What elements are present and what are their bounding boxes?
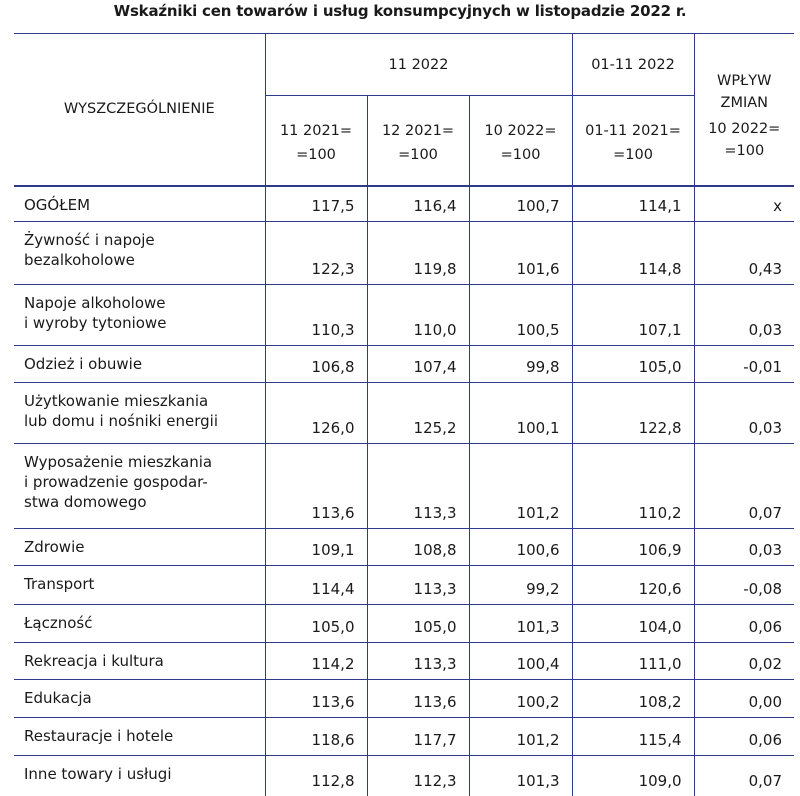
value-12-2021: 113,3 [367, 444, 469, 529]
wplyw-zmian-base: 10 2022= =100 [708, 121, 781, 159]
page-title: Wskaźniki cen towarów i usług konsumpcyjnych w listopadzie 2022 r. [113, 2, 687, 20]
value-12-2021: 113,6 [367, 680, 469, 718]
value-12-2021: 119,8 [367, 222, 469, 285]
value-wplyw-zmian: -0,08 [694, 566, 794, 605]
row-label: Odzież i obuwie [14, 346, 265, 383]
value-01-11-2021: 122,8 [572, 383, 694, 444]
value-11-2021: 126,0 [265, 383, 367, 444]
value-wplyw-zmian: 0,02 [694, 643, 794, 680]
row-label: Restauracje i hotele [14, 718, 265, 756]
value-01-11-2021: 120,6 [572, 566, 694, 605]
value-01-11-2021: 114,1 [572, 186, 694, 222]
value-12-2021: 113,3 [367, 643, 469, 680]
table-row [14, 605, 794, 643]
value-wplyw-zmian: -0,01 [694, 346, 794, 383]
value-wplyw-zmian: 0,07 [694, 756, 794, 796]
value-wplyw-zmian: 0,06 [694, 718, 794, 756]
subheader-10-2022: 10 2022= =100 [469, 96, 572, 186]
value-12-2021: 110,0 [367, 285, 469, 346]
table-row [14, 346, 794, 383]
table-row [14, 222, 794, 285]
value-wplyw-zmian: 0,07 [694, 444, 794, 529]
value-10-2022: 101,3 [469, 756, 572, 796]
value-11-2021: 113,6 [265, 444, 367, 529]
value-11-2021: 106,8 [265, 346, 367, 383]
value-12-2021: 112,3 [367, 756, 469, 796]
row-label: Łączność [14, 605, 265, 643]
table-row [14, 680, 794, 718]
table-row [14, 444, 794, 529]
row-label: Żywność i napoje bezalkoholowe [14, 222, 265, 285]
value-12-2021: 107,4 [367, 346, 469, 383]
value-11-2021: 122,3 [265, 222, 367, 285]
value-11-2021: 117,5 [265, 186, 367, 222]
value-12-2021: 117,7 [367, 718, 469, 756]
row-label: Zdrowie [14, 529, 265, 566]
value-10-2022: 100,2 [469, 680, 572, 718]
row-label: Rekreacja i kultura [14, 643, 265, 680]
value-wplyw-zmian: 0,06 [694, 605, 794, 643]
column-group-11-2022: 11 2022 [265, 34, 572, 96]
row-label: Transport [14, 566, 265, 605]
value-wplyw-zmian: 0,03 [694, 285, 794, 346]
value-10-2022: 100,4 [469, 643, 572, 680]
value-10-2022: 101,2 [469, 718, 572, 756]
value-01-11-2021: 106,9 [572, 529, 694, 566]
price-index-table [14, 33, 794, 796]
value-01-11-2021: 108,2 [572, 680, 694, 718]
table-row [14, 285, 794, 346]
value-11-2021: 118,6 [265, 718, 367, 756]
subheader-01-11-2021: 01-11 2021= =100 [572, 96, 694, 186]
table-row [14, 643, 794, 680]
row-label: Napoje alkoholowe i wyroby tytoniowe [14, 285, 265, 346]
table-row [14, 756, 794, 796]
value-11-2021: 112,8 [265, 756, 367, 796]
value-01-11-2021: 104,0 [572, 605, 694, 643]
value-11-2021: 110,3 [265, 285, 367, 346]
table-row [14, 186, 794, 222]
value-01-11-2021: 107,1 [572, 285, 694, 346]
value-01-11-2021: 110,2 [572, 444, 694, 529]
column-header-wplyw-zmian [694, 34, 794, 186]
value-11-2021: 109,1 [265, 529, 367, 566]
value-11-2021: 113,6 [265, 680, 367, 718]
column-header-wyszczegolnienie: WYSZCZEGÓLNIENIE [14, 34, 265, 186]
table-row [14, 718, 794, 756]
row-label: OGÓŁEM [14, 186, 265, 222]
value-12-2021: 125,2 [367, 383, 469, 444]
table-row [14, 383, 794, 444]
table-row [14, 529, 794, 566]
value-11-2021: 114,2 [265, 643, 367, 680]
value-10-2022: 101,2 [469, 444, 572, 529]
row-label: Użytkowanie mieszkania lub domu i nośniki energii [14, 383, 265, 444]
value-12-2021: 105,0 [367, 605, 469, 643]
row-label: Edukacja [14, 680, 265, 718]
value-wplyw-zmian: 0,43 [694, 222, 794, 285]
value-10-2022: 101,3 [469, 605, 572, 643]
value-wplyw-zmian: 0,00 [694, 680, 794, 718]
value-10-2022: 100,6 [469, 529, 572, 566]
value-12-2021: 108,8 [367, 529, 469, 566]
table-row [14, 566, 794, 605]
value-wplyw-zmian: 0,03 [694, 529, 794, 566]
value-01-11-2021: 105,0 [572, 346, 694, 383]
subheader-12-2021: 12 2021= =100 [367, 96, 469, 186]
value-10-2022: 100,7 [469, 186, 572, 222]
value-10-2022: 100,5 [469, 285, 572, 346]
value-wplyw-zmian: 0,03 [694, 383, 794, 444]
column-group-01-11-2022: 01-11 2022 [572, 34, 694, 96]
row-label: Inne towary i usługi [24, 765, 172, 783]
value-11-2021: 114,4 [265, 566, 367, 605]
subheader-11-2021: 11 2021= =100 [265, 96, 367, 186]
row-label: Wyposażenie mieszkania i prowadzenie gospodar- stwa domowego [14, 444, 265, 529]
value-10-2022: 99,2 [469, 566, 572, 605]
value-11-2021: 105,0 [265, 605, 367, 643]
value-10-2022: 99,8 [469, 346, 572, 383]
value-wplyw-zmian: x [694, 186, 794, 222]
value-12-2021: 113,3 [367, 566, 469, 605]
value-10-2022: 101,6 [469, 222, 572, 285]
value-01-11-2021: 115,4 [572, 718, 694, 756]
value-01-11-2021: 114,8 [572, 222, 694, 285]
value-10-2022: 100,1 [469, 383, 572, 444]
value-12-2021: 116,4 [367, 186, 469, 222]
value-01-11-2021: 111,0 [572, 643, 694, 680]
value-01-11-2021: 109,0 [572, 756, 694, 796]
wplyw-zmian-label: WPŁYW ZMIAN [717, 73, 772, 111]
